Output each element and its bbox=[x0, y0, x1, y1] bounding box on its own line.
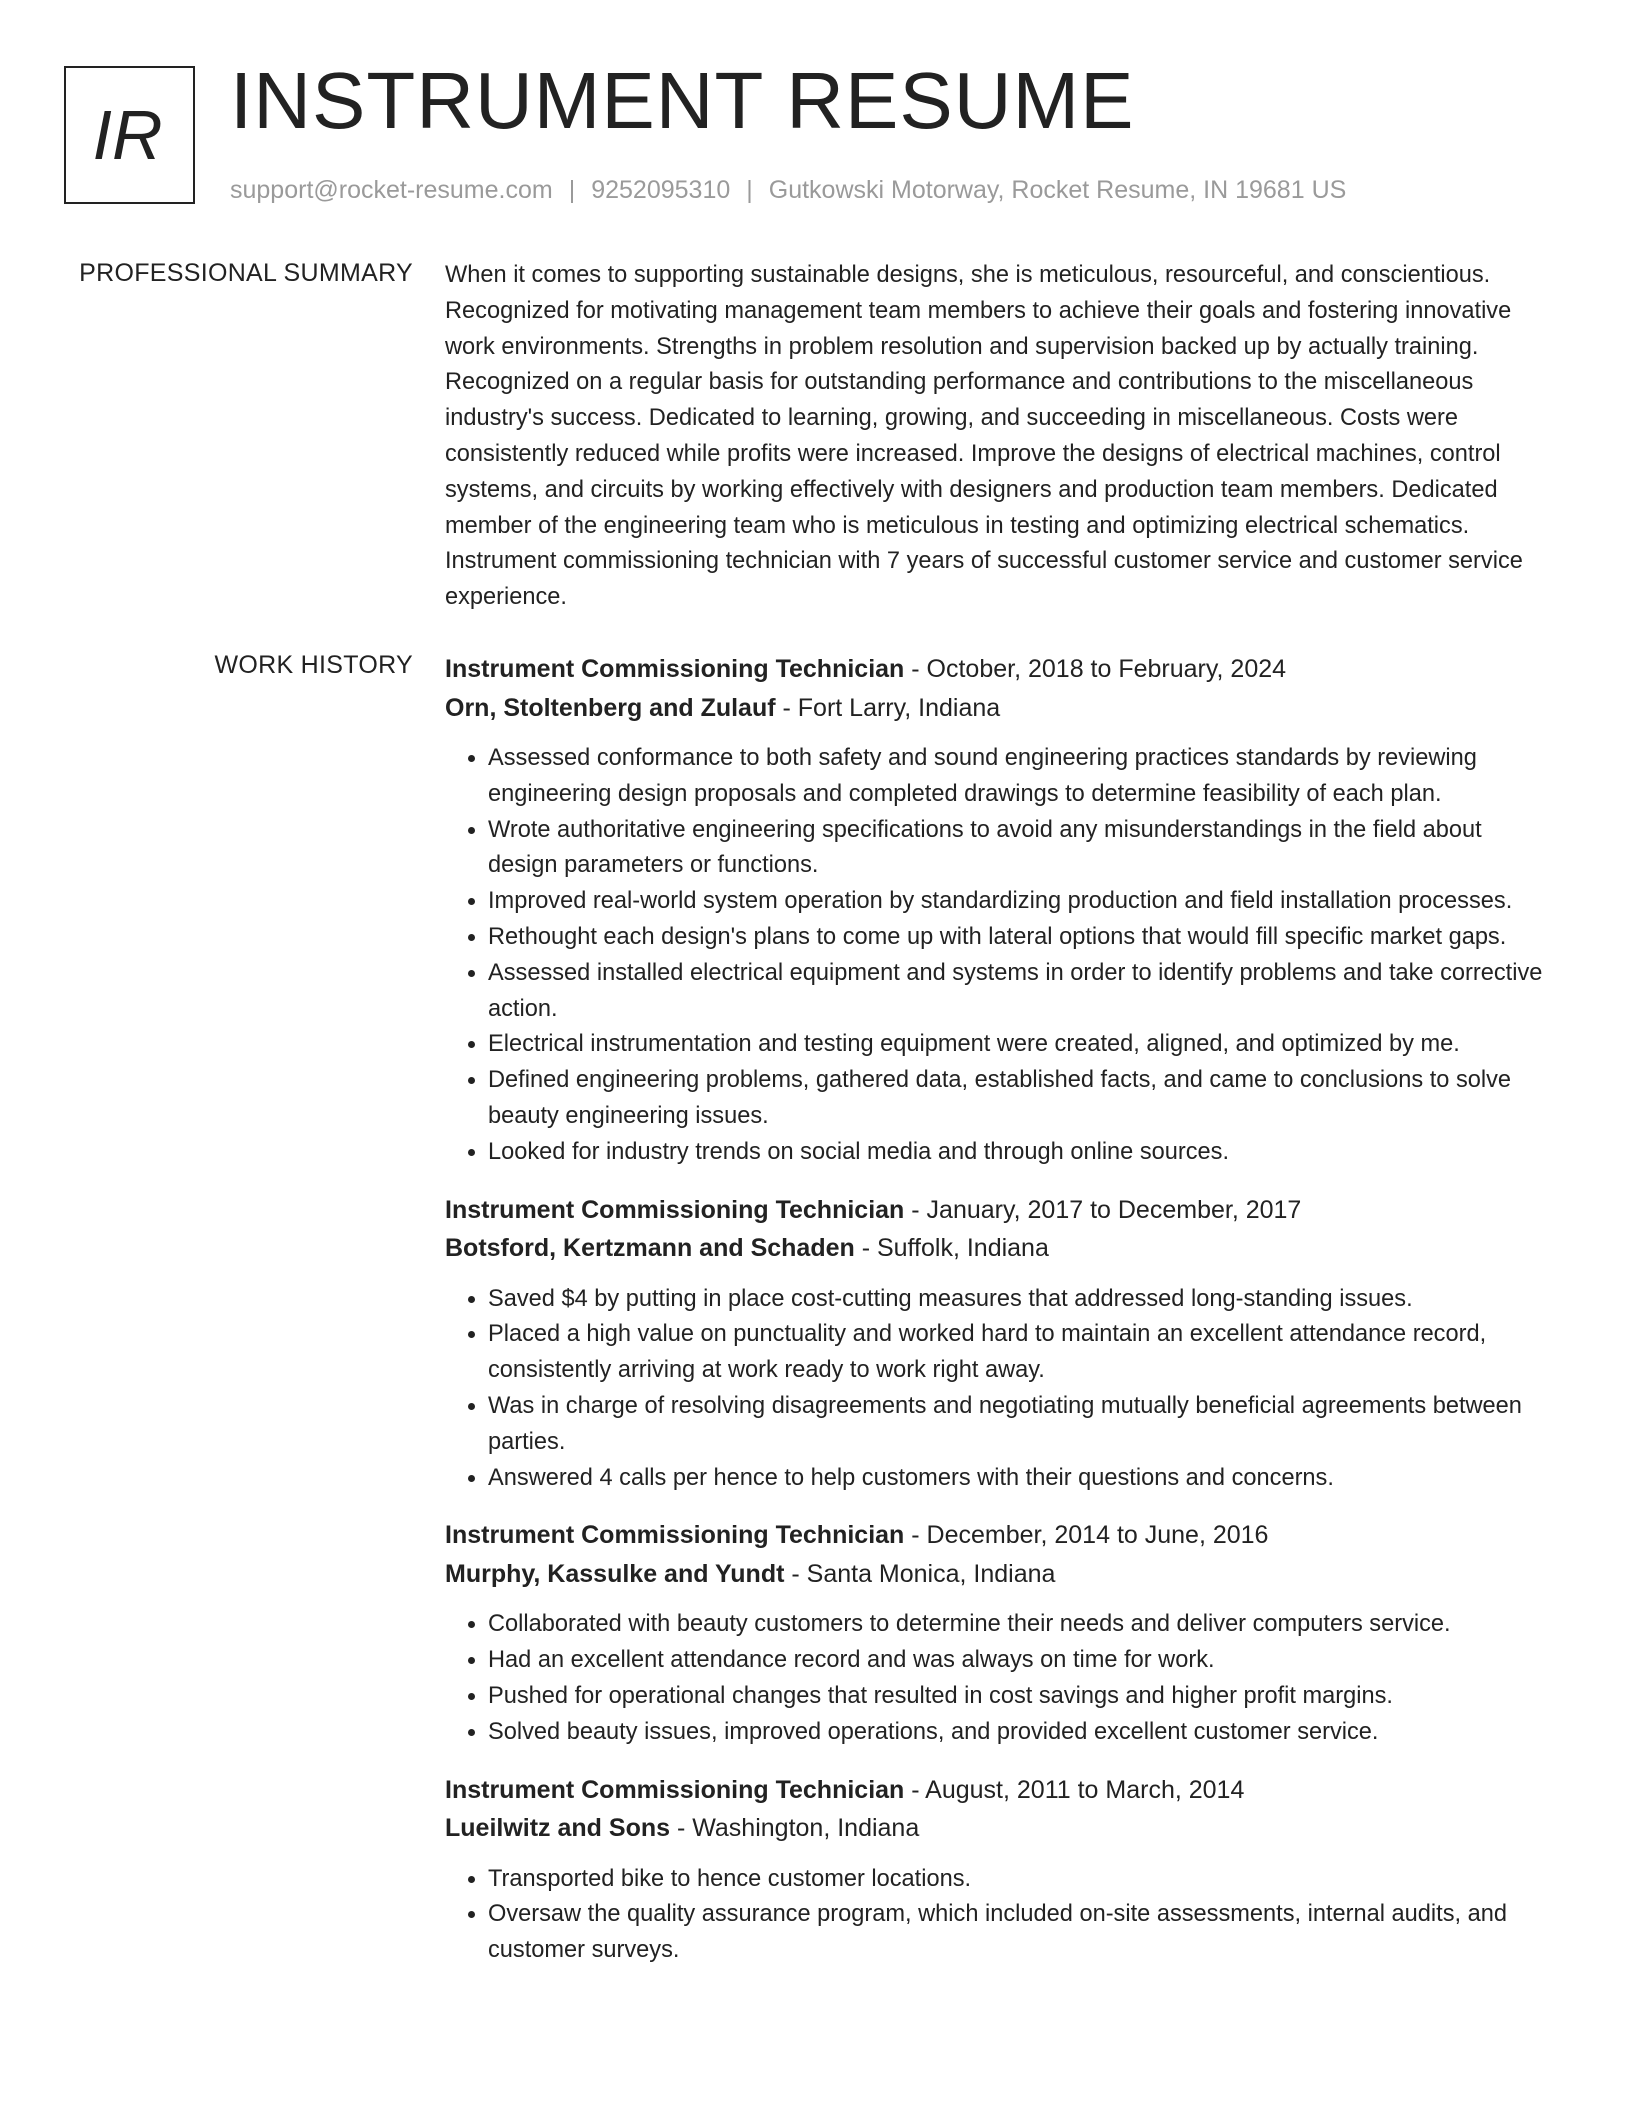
contact-email: support@rocket-resume.com bbox=[230, 176, 553, 204]
job-dates: - October, 2018 to February, 2024 bbox=[904, 655, 1287, 683]
job-title-line bbox=[445, 650, 1555, 689]
job-company-line bbox=[445, 1555, 1555, 1594]
job-company: Murphy, Kassulke and Yundt bbox=[445, 1559, 785, 1588]
contact-phone: 9252095310 bbox=[591, 176, 731, 204]
job-company-line bbox=[445, 1809, 1555, 1848]
job-title: Instrument Commissioning Technician bbox=[445, 1521, 905, 1550]
job-bullet: • Looked for industry trends on social media and through online sources. bbox=[488, 1135, 1555, 1171]
job-bullets bbox=[445, 741, 1555, 1171]
job-dates: - January, 2017 to December, 2017 bbox=[904, 1195, 1302, 1224]
job-bullets bbox=[445, 1862, 1555, 1969]
job-title-line bbox=[445, 1191, 1555, 1230]
monogram: IR bbox=[64, 66, 195, 204]
job-bullet: • Improved real-world system operation by standardizing production and field installation processes. bbox=[488, 884, 1555, 920]
job-bullets bbox=[445, 1607, 1555, 1750]
job-bullet: • Solved beauty issues, improved operations, and provided excellent customer service. bbox=[488, 1715, 1555, 1751]
job-dates: - August, 2011 to March, 2014 bbox=[904, 1775, 1245, 1804]
job-company-line bbox=[445, 1229, 1555, 1268]
job-location: - Santa Monica, Indiana bbox=[784, 1559, 1056, 1588]
job-title: Instrument Commissioning Technician bbox=[445, 655, 905, 683]
job-title-line bbox=[445, 1771, 1555, 1810]
job-title: Instrument Commissioning Technician bbox=[445, 1195, 905, 1224]
job-bullet: • Wrote authoritative engineering specifications to avoid any misunderstandings in the field about design parameters or functions. bbox=[488, 813, 1555, 885]
contact-line bbox=[230, 175, 1346, 205]
job-entry bbox=[445, 1771, 1555, 1969]
job-bullet: • Saved $4 by putting in place cost-cutting measures that addressed long-standing issues. bbox=[488, 1282, 1555, 1318]
contact-separator: | bbox=[746, 176, 753, 204]
job-bullet: • Had an excellent attendance record and was always on time for work. bbox=[488, 1643, 1555, 1679]
job-entry bbox=[445, 1516, 1555, 1750]
job-bullet: • Assessed conformance to both safety and sound engineering practices standards by reviewing engineering design proposals and completed drawings to determine feasibility of each plan. bbox=[488, 741, 1555, 813]
contact-address: Gutkowski Motorway, Rocket Resume, IN 19681 US bbox=[768, 176, 1347, 204]
summary-text: When it comes to supporting sustainable designs, she is meticulous, resourceful, and conscientious. Recognized for motivating management team members to achieve their goals and fostering innovative work environments. Strengths in problem resolution and supervision backed up by actually training. Recognized on a regular basis for outstanding performance and contributions to the miscellaneous industry's success. Dedicated to learning, growing, and succeeding in miscellaneous. Costs were consistently reduced while profits were increased. Improve the designs of electrical machines, control systems, and circuits by working effectively with designers and production team members. Dedicated member of the engineering team who is meticulous in testing and optimizing electrical schematics. Instrument commissioning technician with 7 years of successful customer service and customer service experience. bbox=[445, 262, 1523, 611]
summary-heading: PROFESSIONAL SUMMARY bbox=[79, 259, 413, 287]
contact-separator: | bbox=[568, 176, 576, 204]
job-bullet: • Placed a high value on punctuality and worked hard to maintain an excellent attendance record, consistently arriving at work ready to work right away. bbox=[488, 1317, 1555, 1389]
job-bullet: • Was in charge of resolving disagreements and negotiating mutually beneficial agreements between parties. bbox=[488, 1389, 1555, 1461]
job-title: Instrument Commissioning Technician bbox=[445, 1775, 905, 1804]
work-history-heading: WORK HISTORY bbox=[214, 651, 413, 679]
job-entry bbox=[445, 1191, 1555, 1497]
job-bullet: • Defined engineering problems, gathered data, established facts, and came to conclusions to solve beauty engineering issues. bbox=[488, 1063, 1555, 1135]
job-bullet: • Oversaw the quality assurance program, which included on-site assessments, internal audits, and customer surveys. bbox=[488, 1897, 1555, 1969]
job-bullets bbox=[445, 1282, 1555, 1497]
job-company: Orn, Stoltenberg and Zulauf bbox=[445, 693, 776, 722]
job-bullet: • Pushed for operational changes that resulted in cost savings and higher profit margins. bbox=[488, 1679, 1555, 1715]
job-location: - Washington, Indiana bbox=[670, 1814, 920, 1843]
job-location: - Suffolk, Indiana bbox=[854, 1234, 1049, 1263]
job-dates: - December, 2014 to June, 2016 bbox=[904, 1521, 1269, 1550]
job-company-line bbox=[445, 689, 1555, 728]
job-title-line bbox=[445, 1516, 1555, 1555]
job-bullet: • Electrical instrumentation and testing equipment were created, aligned, and optimized by me. bbox=[488, 1027, 1555, 1063]
work-history-list bbox=[445, 650, 1555, 1989]
job-bullet: • Answered 4 calls per hence to help customers with their questions and concerns. bbox=[488, 1461, 1555, 1497]
resume-name: INSTRUMENT RESUME bbox=[230, 56, 1135, 145]
job-bullet: • Collaborated with beauty customers to determine their needs and deliver computers service. bbox=[488, 1607, 1555, 1643]
job-entry bbox=[445, 650, 1555, 1171]
job-company: Lueilwitz and Sons bbox=[445, 1814, 671, 1843]
job-bullet: • Transported bike to hence customer locations. bbox=[488, 1862, 1555, 1898]
job-company: Botsford, Kertzmann and Schaden bbox=[445, 1234, 855, 1263]
job-bullet: • Assessed installed electrical equipment and systems in order to identify problems and take corrective action. bbox=[488, 956, 1555, 1028]
job-location: - Fort Larry, Indiana bbox=[775, 693, 1001, 722]
job-bullet: • Rethought each design's plans to come up with lateral options that would fill specific market gaps. bbox=[488, 920, 1555, 956]
